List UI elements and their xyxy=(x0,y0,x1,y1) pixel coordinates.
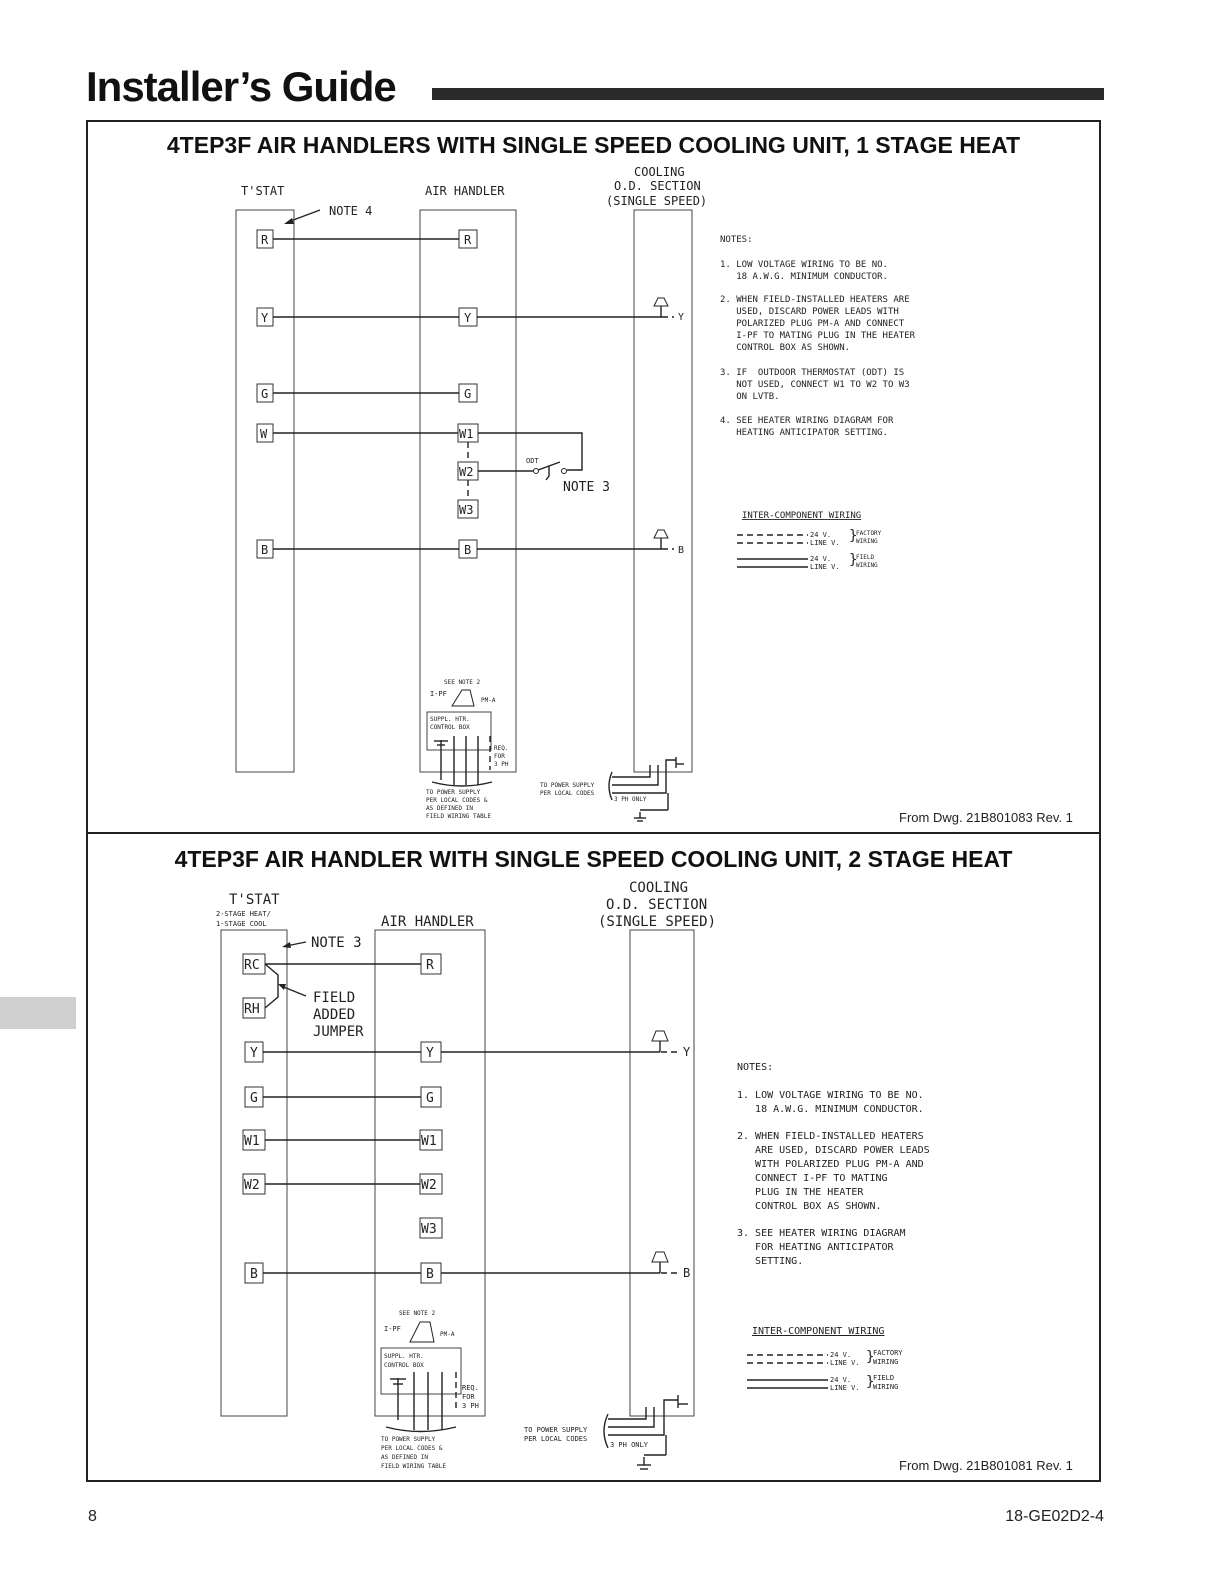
d1-see-note: SEE NOTE 2 xyxy=(444,679,481,686)
d2-jumper-label-2: ADDED xyxy=(313,1007,356,1023)
d1-odt-actuator xyxy=(546,466,549,480)
d1-ipf-label: I-PF xyxy=(430,690,447,698)
d2-jumper-arrowhead xyxy=(278,984,286,990)
d1-note-line: I-PF TO MATING PLUG IN THE HEATER xyxy=(720,331,916,341)
d1-box-label-2: CONTROL BOX xyxy=(430,724,470,731)
d1-req-1: REQ. xyxy=(494,745,509,752)
d1-note-line: HEATING ANTICIPATOR SETTING. xyxy=(720,428,888,438)
d1-plug-icon xyxy=(452,690,474,706)
d1-note-line: 1. LOW VOLTAGE WIRING TO BE NO. xyxy=(720,260,888,270)
d2-tstat-terminal xyxy=(243,1174,265,1194)
d1-pma-label: PM-A xyxy=(481,697,496,704)
d1-tstat-terminal xyxy=(257,540,273,558)
d2-power-ah-2: PER LOCAL CODES & xyxy=(381,1445,443,1452)
d1-tstat-terminal xyxy=(257,308,273,326)
diagram2-drawing-ref: From Dwg. 21B801081 Rev. 1 xyxy=(899,1458,1073,1473)
svg-text:G: G xyxy=(464,387,472,401)
d2-pma-label: PM-A xyxy=(440,1331,455,1338)
d2-legend-24v: 24 V. xyxy=(830,1376,852,1384)
d1-ah-terminal xyxy=(459,230,477,248)
svg-text:W2: W2 xyxy=(421,1178,437,1193)
d1-power-ah-2: PER LOCAL CODES & xyxy=(426,797,488,804)
d2-note-line: CONNECT I-PF TO MATING xyxy=(737,1173,888,1184)
d2-note-line: WITH POLARIZED PLUG PM-A AND xyxy=(737,1159,924,1170)
d2-tstat-label: T'STAT xyxy=(229,892,280,908)
d2-od-b-connector xyxy=(652,1252,690,1280)
svg-text:G: G xyxy=(250,1091,258,1106)
d2-ah-terminal xyxy=(421,1042,441,1062)
d1-legend-line: LINE V. xyxy=(810,563,840,571)
d2-ph-only: 3 PH ONLY xyxy=(610,1441,648,1449)
svg-text:B: B xyxy=(426,1267,434,1282)
svg-text:Y: Y xyxy=(464,311,472,325)
svg-text:B: B xyxy=(464,543,472,557)
diagram2 xyxy=(216,880,930,1470)
d2-legend-line: LINE V. xyxy=(830,1359,860,1367)
svg-text:Y: Y xyxy=(426,1046,434,1061)
svg-text:B: B xyxy=(678,545,685,556)
d2-legend-field: WIRING xyxy=(873,1383,899,1391)
d1-note4-arrowhead xyxy=(284,218,294,224)
d1-req-3: 3 PH xyxy=(494,761,509,768)
d2-note-line: ARE USED, DISCARD POWER LEADS xyxy=(737,1145,930,1156)
d2-tstat-terminal xyxy=(245,1263,263,1283)
d1-odt-contact xyxy=(534,469,539,474)
svg-text:Y: Y xyxy=(261,311,269,325)
d1-legend-title: INTER-COMPONENT WIRING xyxy=(742,511,862,521)
d1-ah-terminal xyxy=(458,462,478,480)
d2-power-ah-1: TO POWER SUPPLY xyxy=(381,1436,436,1443)
d2-legend-line: LINE V. xyxy=(830,1384,860,1392)
d1-ah-terminal xyxy=(459,308,477,326)
svg-text:B: B xyxy=(683,1266,691,1280)
svg-text:W2: W2 xyxy=(244,1178,260,1193)
page-number: 8 xyxy=(88,1508,97,1525)
svg-text:Y: Y xyxy=(683,1045,691,1059)
d2-tstat-sub-2: 1-STAGE COOL xyxy=(216,920,267,928)
d1-power-ah-4: FIELD WIRING TABLE xyxy=(426,813,492,820)
svg-text:R: R xyxy=(426,958,434,973)
d1-legend-field: FIELD xyxy=(856,554,875,561)
d2-legend-field: FIELD xyxy=(873,1374,895,1382)
d2-jumper xyxy=(265,964,278,1008)
d2-note-line: 2. WHEN FIELD-INSTALLED HEATERS xyxy=(737,1131,924,1142)
d2-notes-heading: NOTES: xyxy=(737,1062,774,1073)
d1-legend-factory: WIRING xyxy=(856,538,878,545)
d2-jumper-label-3: JUMPER xyxy=(313,1024,364,1040)
d1-power-od-2: PER LOCAL CODES xyxy=(540,790,595,797)
d1-tstat-label: T'STAT xyxy=(241,184,285,198)
d1-note-line: 4. SEE HEATER WIRING DIAGRAM FOR xyxy=(720,416,894,426)
d1-tstat-terminal xyxy=(257,230,273,248)
d1-ah-terminal xyxy=(459,540,477,558)
d1-ph-only: 3 PH ONLY xyxy=(614,796,647,803)
d1-air-handler-label: AIR HANDLER xyxy=(425,184,505,198)
d1-od-label-1: COOLING xyxy=(634,165,685,179)
d2-tstat-sub-1: 2-STAGE HEAT/ xyxy=(216,910,271,918)
d2-od-label-3: (SINGLE SPEED) xyxy=(598,914,717,930)
d2-req-3: 3 PH xyxy=(462,1402,479,1410)
svg-text:G: G xyxy=(261,387,269,401)
d2-note-line: 18 A.W.G. MINIMUM CONDUCTOR. xyxy=(737,1104,924,1115)
d2-box-label-1: SUPPL. HTR. xyxy=(384,1353,424,1360)
d2-od-y-connector xyxy=(652,1031,691,1059)
svg-text:W2: W2 xyxy=(459,465,474,479)
d2-tstat-terminal xyxy=(243,954,265,974)
d2-note-line: CONTROL BOX AS SHOWN. xyxy=(737,1201,882,1212)
d2-see-note: SEE NOTE 2 xyxy=(399,1310,436,1317)
d2-plug-icon xyxy=(410,1322,434,1342)
d1-ah-terminal xyxy=(458,500,478,518)
svg-text:G: G xyxy=(426,1091,434,1106)
svg-text:R: R xyxy=(261,233,269,247)
d1-legend-line: LINE V. xyxy=(810,539,840,547)
d1-odt-contact xyxy=(562,469,567,474)
d1-odt-label: ODT xyxy=(526,457,539,465)
d1-legend-24v: 24 V. xyxy=(810,531,832,539)
d2-power-od-2: PER LOCAL CODES xyxy=(524,1435,588,1443)
d2-ah-terminal xyxy=(420,1218,442,1238)
d1-legend-factory: FACTORY xyxy=(856,530,882,537)
d2-legend-title: INTER-COMPONENT WIRING xyxy=(752,1326,885,1337)
d2-power-ah-3: AS DEFINED IN xyxy=(381,1454,428,1461)
d2-ah-terminal xyxy=(420,1130,442,1150)
d1-od-label-3: (SINGLE SPEED) xyxy=(606,194,708,208)
d2-jumper-label-1: FIELD xyxy=(313,990,356,1006)
d2-od-label-2: O.D. SECTION xyxy=(606,897,708,913)
d2-box-label-2: CONTROL BOX xyxy=(384,1362,424,1369)
d1-tstat-terminal xyxy=(257,424,273,442)
d1-note-line: ON LVTB. xyxy=(720,392,780,402)
d1-power-od-1: TO POWER SUPPLY xyxy=(540,782,595,789)
svg-text:Y: Y xyxy=(678,312,685,323)
guide-title: Installer’s Guide xyxy=(86,63,396,110)
svg-text:B: B xyxy=(261,543,269,557)
d2-ah-terminal xyxy=(421,1087,441,1107)
d1-note-line: CONTROL BOX AS SHOWN. xyxy=(720,343,851,353)
d1-box-label-1: SUPPL. HTR. xyxy=(430,716,470,723)
d1-power-ah-3: AS DEFINED IN xyxy=(426,805,473,812)
d1-od-y-connector xyxy=(654,298,684,323)
d1-note-line: USED, DISCARD POWER LEADS WITH xyxy=(720,307,899,317)
svg-text:}: } xyxy=(849,552,858,568)
d2-req-1: REQ. xyxy=(462,1384,479,1392)
svg-text:Y: Y xyxy=(250,1046,258,1061)
d1-ah-terminal xyxy=(459,384,477,402)
svg-text:RH: RH xyxy=(244,1002,260,1017)
d1-legend-field: WIRING xyxy=(856,562,878,569)
d2-tstat-terminal xyxy=(243,1130,265,1150)
d1-req-2: FOR xyxy=(494,753,505,760)
svg-text:RC: RC xyxy=(244,958,260,973)
d2-tstat-terminal xyxy=(243,998,265,1018)
d2-ipf-label: I-PF xyxy=(384,1325,401,1333)
d1-od-b-connector xyxy=(654,530,684,556)
svg-text:W3: W3 xyxy=(459,503,474,517)
d2-power-ah-4: FIELD WIRING TABLE xyxy=(381,1463,447,1470)
d1-od-label-2: O.D. SECTION xyxy=(614,179,701,193)
d1-note-line: POLARIZED PLUG PM-A AND CONNECT xyxy=(720,319,905,329)
diagram1-drawing-ref: From Dwg. 21B801083 Rev. 1 xyxy=(899,810,1073,825)
d1-note-line: 2. WHEN FIELD-INSTALLED HEATERS ARE xyxy=(720,295,910,305)
svg-text:W3: W3 xyxy=(421,1222,437,1237)
svg-text:W1: W1 xyxy=(421,1134,437,1149)
d2-note-line: 3. SEE HEATER WIRING DIAGRAM xyxy=(737,1228,906,1239)
d2-ah-terminal xyxy=(420,1174,442,1194)
d2-power-od-1: TO POWER SUPPLY xyxy=(524,1426,588,1434)
d1-od-box xyxy=(634,210,692,772)
d2-note-line: 1. LOW VOLTAGE WIRING TO BE NO. xyxy=(737,1090,924,1101)
d1-tstat-terminal xyxy=(257,384,273,402)
svg-text:}: } xyxy=(849,528,858,544)
d2-note-line: PLUG IN THE HEATER xyxy=(737,1187,864,1198)
d1-note-line: 3. IF OUTDOOR THERMOSTAT (ODT) IS xyxy=(720,368,905,378)
d1-note4-leader xyxy=(288,210,320,222)
d2-ah-terminal xyxy=(421,954,441,974)
d2-od-label-1: COOLING xyxy=(629,880,689,896)
d2-note-line: FOR HEATING ANTICIPATOR xyxy=(737,1242,894,1253)
svg-text:R: R xyxy=(464,233,472,247)
diagram1 xyxy=(236,165,916,821)
d2-od-box xyxy=(630,930,694,1416)
diagram1-title: 4TEP3F AIR HANDLERS WITH SINGLE SPEED COOLING UNIT, 1 STAGE HEAT xyxy=(166,132,1021,158)
d1-note-line: 18 A.W.G. MINIMUM CONDUCTOR. xyxy=(720,272,888,282)
d1-note4-callout: NOTE 4 xyxy=(329,204,373,218)
svg-text:}: } xyxy=(866,1374,875,1390)
d1-notes-heading: NOTES: xyxy=(720,235,753,245)
svg-text:B: B xyxy=(250,1267,258,1282)
svg-text:W: W xyxy=(260,427,268,441)
d1-tstat-box xyxy=(236,210,294,772)
d1-power-ah-1: TO POWER SUPPLY xyxy=(426,789,481,796)
d2-note-line: SETTING. xyxy=(737,1256,804,1267)
d2-legend-24v: 24 V. xyxy=(830,1351,852,1359)
d1-note-line: NOT USED, CONNECT W1 TO W2 TO W3 xyxy=(720,380,910,390)
d1-ah-terminal xyxy=(458,424,478,442)
svg-text:W1: W1 xyxy=(459,427,474,441)
d2-note3-callout: NOTE 3 xyxy=(311,935,362,951)
svg-text:}: } xyxy=(866,1349,875,1365)
document-number: 18-GE02D2-4 xyxy=(1005,1508,1104,1525)
d2-air-handler-label: AIR HANDLER xyxy=(381,914,474,930)
svg-text:W1: W1 xyxy=(244,1134,260,1149)
d2-tstat-terminal xyxy=(245,1087,263,1107)
d1-legend-24v: 24 V. xyxy=(810,555,832,563)
d2-legend-factory: WIRING xyxy=(873,1358,899,1366)
d2-air-handler-box xyxy=(375,930,485,1416)
d2-ah-terminal xyxy=(421,1263,441,1283)
d1-note3-callout: NOTE 3 xyxy=(563,480,610,495)
d2-req-2: FOR xyxy=(462,1393,475,1401)
d2-tstat-terminal xyxy=(245,1042,263,1062)
diagram2-title: 4TEP3F AIR HANDLER WITH SINGLE SPEED COOLING UNIT, 2 STAGE HEAT xyxy=(174,846,1013,872)
d2-legend-factory: FACTORY xyxy=(873,1349,903,1357)
